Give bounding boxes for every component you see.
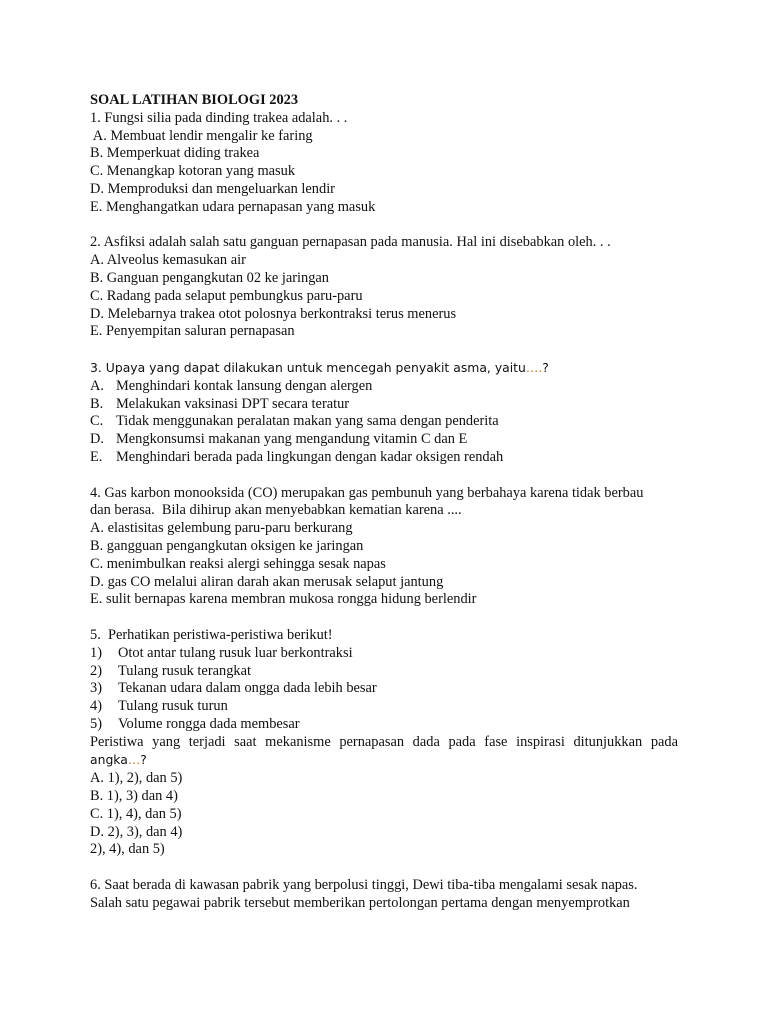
- q1-option-a: A. Membuat lendir mengalir ke faring: [90, 127, 313, 144]
- q5-event-text: Otot antar tulang rusuk luar berkontraksi: [118, 644, 353, 661]
- q5-event-5: [90, 716, 678, 734]
- q4-option-e: E. sulit bernapas karena membran mukosa rongga hidung berlendir: [90, 591, 477, 608]
- q2-option-b: B. Ganguan pengangkutan 02 ke jaringan: [90, 269, 329, 286]
- q5-event-text: Tulang rusuk terangkat: [118, 662, 251, 679]
- q3-option-letter: A.: [90, 377, 104, 394]
- q3-option-text: Menghindari berada pada lingkungan dengan kadar oksigen rendah: [116, 448, 504, 465]
- q4-option-c: C. menimbulkan reaksi alergi sehingga sesak napas: [90, 555, 386, 572]
- document-page: [90, 92, 678, 913]
- q2-option-c: C. Radang pada selaput pembungkus paru-paru: [90, 287, 363, 304]
- q5-prompt-word: angka: [90, 752, 128, 768]
- q4-option-a: A. elastisitas gelembung paru-paru berkurang: [90, 520, 353, 537]
- q3-option-a: [90, 378, 678, 396]
- question-6-line-1: 6. Saat berada di kawasan pabrik yang berpolusi tinggi, Dewi tiba-tiba mengalami sesak napas.: [90, 877, 638, 894]
- q1-option-c: C. Menangkap kotoran yang masuk: [90, 163, 296, 180]
- q3-option-letter: C.: [90, 413, 104, 430]
- q3-option-b: [90, 396, 678, 414]
- question-4-line-2: dan berasa. Bila dihirup akan menyebabkan kematian karena ....: [90, 502, 462, 519]
- q5-event-number: 1): [90, 644, 102, 661]
- question-6-line-2: Salah satu pegawai pabrik tersebut memberikan pertolongan pertama dengan menyemprotkan: [90, 894, 630, 911]
- q3-option-e: [90, 449, 678, 467]
- question-3: [90, 359, 678, 378]
- question-2: 2. Asfiksi adalah salah satu ganguan pernapasan pada manusia. Hal ini disebabkan oleh. . .: [90, 234, 611, 251]
- q3-option-text: Tidak menggunakan peralatan makan yang sama dengan penderita: [116, 413, 499, 430]
- spacer: [90, 341, 678, 359]
- question-1: 1. Fungsi silia pada dinding trakea adalah. . .: [90, 109, 348, 126]
- q3-option-letter: B.: [90, 395, 104, 412]
- q5-event-number: 5): [90, 715, 102, 732]
- q3-option-c: [90, 413, 678, 431]
- q5-event-number: 2): [90, 662, 102, 679]
- q5-prompt-line-2: [90, 751, 678, 770]
- q1-option-e: E. Menghangatkan udara pernapasan yang masuk: [90, 198, 376, 215]
- spacer: [90, 217, 678, 235]
- q3-option-letter: D.: [90, 431, 104, 448]
- q3-option-letter: E.: [90, 448, 103, 465]
- document-title: SOAL LATIHAN BIOLOGI 2023: [90, 92, 299, 108]
- q5-prompt-line-1: Peristiwa yang terjadi saat mekanisme pernapasan dada pada fase inspirasi ditunjukkan pada: [90, 733, 678, 750]
- q5-option-d: D. 2), 3), dan 4): [90, 823, 183, 840]
- q5-event-text: Tulang rusuk turun: [118, 698, 228, 715]
- q5-prompt-end: ?: [140, 752, 147, 768]
- q4-option-b: B. gangguan pengangkutan oksigen ke jaringan: [90, 537, 364, 554]
- spacer: [90, 609, 678, 627]
- q3-question-end: ?: [542, 359, 549, 375]
- q3-option-text: Melakukan vaksinasi DPT secara teratur: [116, 395, 350, 412]
- q5-option-c: C. 1), 4), dan 5): [90, 805, 182, 822]
- q1-option-d: D. Memproduksi dan mengeluarkan lendir: [90, 180, 335, 197]
- q2-option-a: A. Alveolus kemasukan air: [90, 252, 246, 269]
- q5-prompt-dots: …: [127, 752, 141, 768]
- q3-option-text: Menghindari kontak lansung dengan alergen: [116, 377, 373, 394]
- q5-event-4: [90, 698, 678, 716]
- spacer: [90, 467, 678, 485]
- q5-option-a: A. 1), 2), dan 5): [90, 770, 183, 787]
- q5-event-number: 3): [90, 680, 102, 697]
- q5-event-number: 4): [90, 698, 102, 715]
- q4-option-d: D. gas CO melalui aliran darah akan merusak selaput jantung: [90, 573, 444, 590]
- q3-option-d: [90, 431, 678, 449]
- q1-option-b: B. Memperkuat diding trakea: [90, 145, 260, 162]
- q5-event-2: [90, 663, 678, 681]
- question-5: 5. Perhatikan peristiwa-peristiwa berikut!: [90, 626, 333, 643]
- question-4-line-1: 4. Gas karbon monooksida (CO) merupakan gas pembunuh yang berbahaya karena tidak berbau: [90, 484, 644, 501]
- q3-option-text: Mengkonsumsi makanan yang mengandung vitamin C dan E: [116, 431, 468, 448]
- q2-option-d: D. Melebarnya trakea otot polosnya berkontraksi terus menerus: [90, 305, 457, 322]
- q5-option-e: 2), 4), dan 5): [90, 841, 165, 858]
- q3-question-text: 3. Upaya yang dapat dilakukan untuk mencegah penyakit asma, yaitu: [90, 359, 526, 375]
- q5-option-b: B. 1), 3) dan 4): [90, 788, 178, 805]
- spacer: [90, 859, 678, 877]
- q5-event-text: Volume rongga dada membesar: [118, 715, 300, 732]
- q5-event-text: Tekanan udara dalam ongga dada lebih besar: [118, 680, 377, 697]
- q5-event-1: [90, 645, 678, 663]
- q2-option-e: E. Penyempitan saluran pernapasan: [90, 323, 295, 340]
- q5-event-3: [90, 680, 678, 698]
- q3-question-dots: ….: [525, 359, 543, 375]
